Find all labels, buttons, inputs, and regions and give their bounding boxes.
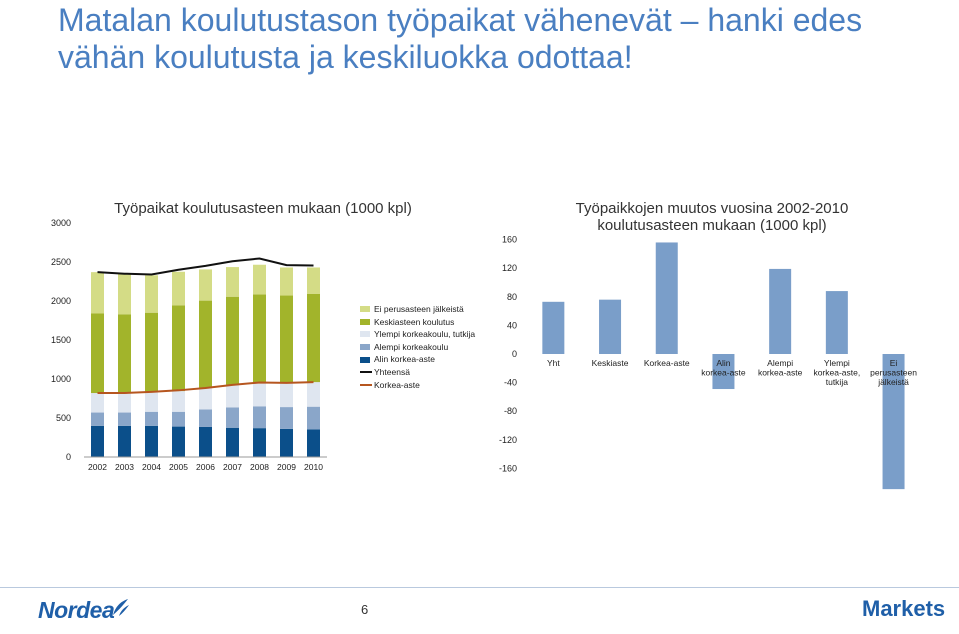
x-tick-label: 2006 — [196, 462, 215, 472]
x-tick-label: Ylempi — [823, 358, 850, 368]
change-bar — [599, 300, 621, 354]
x-tick-label: 2007 — [223, 462, 242, 472]
bar-segment — [91, 313, 104, 393]
x-tick-label: 2003 — [115, 462, 134, 472]
y-tick-label: 160 — [501, 234, 517, 245]
bar-segment — [253, 265, 266, 295]
bar-segment — [307, 294, 320, 382]
change-bar — [769, 269, 791, 354]
markets-logo: Markets — [862, 596, 946, 621]
bar-segment — [199, 269, 212, 300]
change-bar — [656, 242, 678, 354]
y-tick-label: 40 — [506, 320, 517, 331]
x-tick-label: Keskiaste — [591, 358, 629, 368]
chart1-legend — [360, 303, 475, 391]
page-title: Matalan koulutustason työpaikat vähenevät – hanki edes vähän koulutusta ja keskiluokka odottaa! — [58, 2, 863, 75]
x-tick-label: 2002 — [88, 462, 107, 472]
bar-segment — [118, 314, 131, 393]
legend-item-yhteensa: Yhteensä — [360, 366, 475, 379]
bar-segment — [280, 407, 293, 429]
x-tick-label: korkea-aste — [701, 367, 746, 378]
bar-segment — [91, 426, 104, 457]
bar-segment — [145, 313, 158, 392]
x-tick-label: Alempi — [767, 358, 794, 368]
x-tick-label: 2005 — [169, 462, 188, 472]
bar-segment — [280, 383, 293, 407]
y-tick-label: 3000 — [50, 218, 71, 228]
bar-segment — [118, 413, 131, 426]
bar-segment — [145, 275, 158, 312]
y-tick-label: 1000 — [50, 374, 71, 384]
bar-segment — [253, 406, 266, 428]
bar-segment — [199, 301, 212, 388]
x-tick-label: 2004 — [142, 462, 161, 472]
bar-segment — [145, 392, 158, 412]
bar-segment — [118, 274, 131, 315]
bar-segment — [91, 393, 104, 413]
bar-segment — [172, 272, 185, 306]
x-tick-label: 2010 — [304, 462, 323, 472]
x-tick-label: korkea-aste — [757, 367, 803, 378]
x-tick-label: korkea-aste, — [813, 367, 861, 378]
chart2-title: Työpaikkojen muutos vuosina 2002-2010 koulutusasteen mukaan (1000 kpl) — [575, 200, 849, 234]
nordea-logo: Nordea — [38, 597, 138, 625]
bar-segment — [253, 294, 266, 382]
bar-segment — [199, 427, 212, 457]
y-tick-label: 2500 — [50, 257, 71, 267]
bar-segment — [172, 427, 185, 457]
legend-item-keskiasteen: Keskiasteen koulutus — [360, 316, 475, 329]
x-tick-label: Alin — [716, 358, 731, 368]
y-tick-label: 0 — [65, 452, 71, 462]
bar-segment — [118, 393, 131, 413]
y-tick-label: -120 — [498, 434, 517, 445]
x-tick-label: Korkea-aste — [643, 358, 690, 368]
bar-segment — [307, 382, 320, 407]
bar-segment — [226, 428, 239, 457]
bar-segment — [253, 428, 266, 457]
bar-segment — [172, 412, 185, 427]
page-number: 6 — [361, 602, 369, 617]
bar-segment — [91, 413, 104, 426]
bar-segment — [172, 305, 185, 391]
x-tick-label: 2009 — [277, 462, 296, 472]
bar-segment — [91, 272, 104, 313]
legend-item-alin: Alin korkea-aste — [360, 353, 475, 366]
bar-segment — [199, 409, 212, 427]
y-tick-label: 80 — [506, 291, 517, 302]
y-tick-label: -80 — [503, 406, 517, 417]
x-tick-label: Ei — [889, 358, 898, 368]
y-tick-label: 500 — [55, 413, 71, 423]
bar-segment — [307, 407, 320, 430]
bar-segment — [145, 426, 158, 457]
y-tick-label: 120 — [501, 263, 517, 274]
y-tick-label: 1500 — [50, 335, 71, 345]
bar-segment — [199, 388, 212, 409]
bar-segment — [307, 429, 320, 457]
change-bar — [826, 291, 848, 354]
y-tick-label: 0 — [511, 349, 517, 359]
legend-item-alempi: Alempi korkeakoulu — [360, 341, 475, 354]
bar-segment — [226, 385, 239, 408]
bar-segment — [226, 297, 239, 385]
bar-segment — [307, 267, 320, 294]
bar-segment — [226, 267, 239, 297]
x-tick-label: jälkeistä — [878, 377, 909, 387]
bar-segment — [118, 426, 131, 457]
x-tick-label: 2008 — [250, 462, 269, 472]
nordea-mark-icon — [110, 597, 130, 619]
y-tick-label: 2000 — [50, 296, 71, 306]
legend-item-ylempi: Ylempi korkeakoulu, tutkija — [360, 328, 475, 341]
bar-segment — [253, 383, 266, 407]
x-tick-label: tutkija — [825, 377, 848, 387]
x-tick-label: Yht — [546, 358, 560, 368]
chart1-title: Työpaikat koulutusasteen mukaan (1000 kpl) — [114, 200, 412, 217]
x-tick-label: perusasteen — [870, 367, 917, 378]
bar-segment — [280, 267, 293, 295]
bar-segment — [145, 412, 158, 426]
legend-item-korkea-aste: Korkea-aste — [360, 379, 475, 392]
y-tick-label: -40 — [503, 377, 517, 388]
bar-segment — [280, 429, 293, 457]
y-tick-label: -160 — [498, 463, 517, 474]
change-bar — [542, 302, 564, 354]
bar-segment — [226, 407, 239, 427]
footer-divider — [0, 587, 959, 588]
bar-segment — [172, 391, 185, 412]
legend-item-ei-perusasteen: Ei perusasteen jälkeistä — [360, 303, 475, 316]
bar-segment — [280, 296, 293, 383]
